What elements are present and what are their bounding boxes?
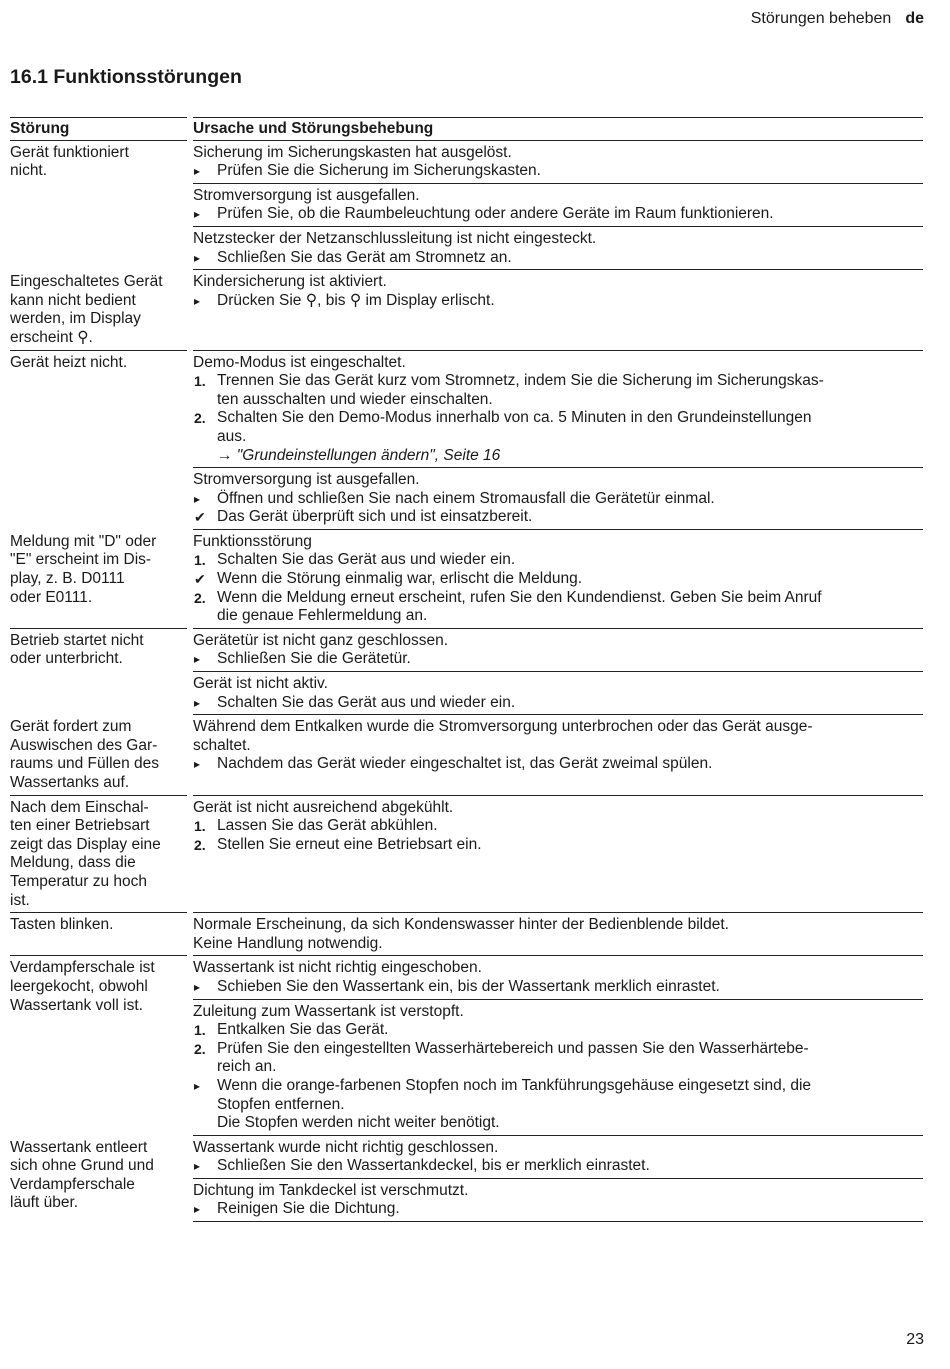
- fault-text: Meldung, dass die: [10, 854, 136, 872]
- section-title: Störungen beheben: [750, 10, 892, 27]
- troubleshooting-table: [10, 117, 923, 1222]
- fault-text: Meldung mit "D" oder: [10, 532, 157, 550]
- step-text: ten ausschalten und wieder einschalten.: [217, 390, 493, 408]
- fault-cell: [10, 530, 187, 629]
- cause-cell: [193, 1136, 923, 1179]
- fault-cell: [10, 629, 187, 715]
- step-text: Schalten Sie das Gerät aus und wieder ein.: [217, 551, 516, 569]
- step-number: 1.: [194, 552, 206, 569]
- cause-text: Gerätetür ist nicht ganz geschlossen.: [193, 631, 449, 649]
- arrow-bullet-icon: ▸: [194, 491, 201, 506]
- cause-text: Normale Erscheinung, da sich Kondenswasser hinter der Bedienblende bildet.: [193, 916, 729, 934]
- fault-text: ten einer Betriebsart: [10, 817, 150, 835]
- table-row: [10, 715, 923, 795]
- page-title: 16.1 Funktionsstörungen: [10, 66, 242, 88]
- fault-cell: [10, 141, 187, 271]
- cause-cell: [193, 351, 923, 469]
- step-text: Schalten Sie den Demo-Modus innerhalb von ca. 5 Minuten in den Grundeinstellungen: [217, 409, 812, 427]
- step-text: Schließen Sie den Wassertankdeckel, bis er merklich einrastet.: [217, 1157, 650, 1175]
- cross-reference-link[interactable]: → "Grundeinstellungen ändern", Seite 16: [217, 446, 501, 464]
- cause-text: Zuleitung zum Wassertank ist verstopft.: [193, 1002, 464, 1020]
- action-step: [193, 292, 923, 311]
- fault-text: ist.: [10, 891, 30, 909]
- fault-text: Verdampferschale: [10, 1175, 135, 1193]
- fault-text: zeigt das Display eine: [10, 835, 161, 853]
- step-number: 1.: [194, 373, 206, 390]
- fault-cell: [10, 913, 187, 956]
- fault-text: Nach dem Einschal-: [10, 798, 149, 816]
- step-text: Drücken Sie ⚲, bis ⚲ im Display erlischt.: [217, 291, 495, 309]
- fault-text: Wassertanks auf.: [10, 774, 130, 791]
- result-line: [193, 508, 923, 527]
- action-step: [193, 755, 923, 774]
- cause-text: Sicherung im Sicherungskasten hat ausgelöst.: [193, 143, 512, 161]
- fault-text: play, z. B. D0111: [10, 570, 125, 588]
- step-text: Wenn die Störung einmalig war, erlischt die Meldung.: [217, 570, 583, 588]
- action-step: [193, 1077, 923, 1133]
- numbered-step: [193, 409, 923, 446]
- step-text: Wenn die Meldung erneut erscheint, rufen Sie den Kundendienst. Geben Sie beim Anruf: [217, 588, 822, 606]
- step-text: Prüfen Sie die Sicherung im Sicherungskasten.: [217, 162, 541, 180]
- result-line: [193, 570, 923, 589]
- cause-text: Gerät ist nicht ausreichend abgekühlt.: [193, 798, 454, 816]
- cause-cell: [193, 227, 923, 270]
- cause-text: Wassertank ist nicht richtig eingeschoben.: [193, 959, 482, 977]
- step-number: 2.: [194, 589, 206, 606]
- fault-text: Wassertank voll ist.: [10, 996, 143, 1014]
- step-text: Stopfen entfernen.: [217, 1095, 345, 1113]
- cause-cell: [193, 270, 923, 350]
- step-text: Schließen Sie die Gerätetür.: [217, 650, 411, 668]
- step-text: Trennen Sie das Gerät kurz vom Stromnetz, indem Sie die Sicherung im Sicherungskas-: [217, 372, 824, 390]
- step-text: Lassen Sie das Gerät abkühlen.: [217, 817, 438, 835]
- cause-cell: [193, 530, 923, 629]
- table-row: [10, 530, 923, 629]
- cause-cell: [193, 913, 923, 956]
- numbered-step: [193, 589, 923, 626]
- arrow-bullet-icon: ▸: [194, 164, 201, 179]
- step-text: Die Stopfen werden nicht weiter benötigt.: [217, 1114, 500, 1132]
- table-row: [10, 956, 923, 999]
- arrow-bullet-icon: ▸: [194, 207, 201, 222]
- step-text: Stellen Sie erneut eine Betriebsart ein.: [217, 835, 482, 853]
- table-row: [10, 351, 923, 469]
- table-row: [10, 1136, 923, 1179]
- cause-text: Stromversorgung ist ausgefallen.: [193, 186, 420, 204]
- action-step: [193, 162, 923, 181]
- action-step: [193, 490, 923, 509]
- language-code: de: [905, 10, 924, 27]
- step-text: Schalten Sie das Gerät aus und wieder ein.: [217, 693, 516, 711]
- step-text: Wenn die orange-farbenen Stopfen noch im Tankführungsgehäuse eingesetzt sind, die: [217, 1076, 812, 1094]
- column-header-cause: Ursache und Störungsbehebung: [193, 117, 923, 141]
- fault-text: Gerät fordert zum: [10, 718, 132, 736]
- table-row: [10, 629, 923, 672]
- fault-text: Tasten blinken.: [10, 916, 114, 934]
- cause-text: Funktionsstörung: [193, 532, 312, 550]
- cause-text: Kindersicherung ist aktiviert.: [193, 273, 387, 291]
- step-number: 1.: [194, 1022, 206, 1039]
- table-row: [10, 796, 923, 914]
- cause-text: Während dem Entkalken wurde die Stromversorgung unterbrochen oder das Gerät ausge-: [193, 718, 813, 736]
- cause-text: Demo-Modus ist eingeschaltet.: [193, 353, 406, 371]
- arrow-bullet-icon: ▸: [194, 652, 201, 667]
- numbered-step: [193, 1040, 923, 1077]
- action-step: [193, 249, 923, 268]
- action-step: [193, 650, 923, 669]
- table-body: [10, 141, 923, 1222]
- running-header: [751, 10, 924, 28]
- cause-cell: [193, 672, 923, 715]
- cause-text: Wassertank wurde nicht richtig geschlossen.: [193, 1138, 499, 1156]
- column-header-fault: Störung: [10, 117, 187, 141]
- fault-text: nicht.: [10, 162, 48, 180]
- cause-cell: [193, 468, 923, 530]
- arrow-bullet-icon: ▸: [194, 1202, 201, 1217]
- table-header-row: [10, 117, 923, 141]
- check-icon: ✔: [194, 509, 206, 526]
- fault-text: werden, im Display: [10, 310, 141, 328]
- cause-cell: [193, 715, 923, 795]
- cause-text: Netzstecker der Netzanschlussleitung ist nicht eingesteckt.: [193, 229, 597, 247]
- fault-text: raums und Füllen des: [10, 755, 160, 773]
- action-step: [193, 1200, 923, 1219]
- action-step: [193, 205, 923, 224]
- cause-cell: [193, 796, 923, 914]
- arrow-bullet-icon: ▸: [194, 979, 201, 994]
- fault-text: "E" erscheint im Dis-: [10, 551, 152, 569]
- step-text: Nachdem das Gerät wieder eingeschaltet ist, das Gerät zweimal spülen.: [217, 755, 713, 773]
- cause-cell: [193, 184, 923, 227]
- arrow-bullet-icon: ▸: [194, 695, 201, 710]
- cause-cell: [193, 1179, 923, 1222]
- cause-text: schaltet.: [193, 736, 251, 754]
- action-step: [193, 1157, 923, 1176]
- cause-cell: [193, 141, 923, 184]
- fault-cell: [10, 270, 187, 350]
- fault-text: oder unterbricht.: [10, 650, 123, 668]
- fault-text: oder E0111.: [10, 588, 93, 606]
- numbered-step: [193, 817, 923, 836]
- step-text: Das Gerät überprüft sich und ist einsatzbereit.: [217, 508, 533, 526]
- arrow-bullet-icon: ▸: [194, 293, 201, 308]
- cause-text: Gerät ist nicht aktiv.: [193, 675, 328, 693]
- arrow-bullet-icon: ▸: [194, 250, 201, 265]
- step-number: 1.: [194, 818, 206, 835]
- table-row: [10, 141, 923, 184]
- step-text: Prüfen Sie den eingestellten Wasserhärtebereich und passen Sie den Wasserhärtebe-: [217, 1039, 809, 1057]
- fault-text: kann nicht bedient: [10, 291, 136, 309]
- step-text: Öffnen und schließen Sie nach einem Stromausfall die Gerätetür einmal.: [217, 489, 715, 507]
- arrow-bullet-icon: ▸: [194, 1159, 201, 1174]
- fault-cell: [10, 1136, 187, 1222]
- arrow-bullet-icon: ▸: [194, 1078, 201, 1093]
- cause-text: Dichtung im Tankdeckel ist verschmutzt.: [193, 1181, 469, 1199]
- numbered-step: [193, 1021, 923, 1040]
- fault-text: Gerät heizt nicht.: [10, 353, 128, 371]
- cause-cell: [193, 629, 923, 672]
- arrow-bullet-icon: ▸: [194, 757, 201, 772]
- step-number: 2.: [194, 410, 206, 427]
- fault-text: Verdampferschale ist: [10, 959, 155, 977]
- numbered-step: [193, 551, 923, 570]
- numbered-step: [193, 372, 923, 409]
- fault-text: erscheint ⚲.: [10, 328, 93, 346]
- fault-text: Temperatur zu hoch: [10, 872, 147, 890]
- fault-cell: [10, 351, 187, 530]
- cause-text: Stromversorgung ist ausgefallen.: [193, 471, 420, 489]
- step-text: Schieben Sie den Wassertank ein, bis der Wassertank merklich einrastet.: [217, 977, 720, 995]
- fault-text: Wassertank entleert: [10, 1138, 148, 1156]
- fault-text: sich ohne Grund und: [10, 1157, 154, 1175]
- fault-cell: [10, 956, 187, 1135]
- check-icon: ✔: [194, 571, 206, 588]
- step-text: Entkalken Sie das Gerät.: [217, 1021, 389, 1039]
- step-number: 2.: [194, 836, 206, 853]
- step-text: Prüfen Sie, ob die Raumbeleuchtung oder andere Geräte im Raum funktionieren.: [217, 205, 774, 223]
- numbered-step: [193, 836, 923, 855]
- step-number: 2.: [194, 1040, 206, 1057]
- fault-text: läuft über.: [10, 1194, 79, 1212]
- step-text: reich an.: [217, 1058, 277, 1076]
- fault-text: Gerät funktioniert: [10, 143, 129, 161]
- step-text: die genaue Fehlermeldung an.: [217, 607, 428, 625]
- fault-text: Eingeschaltetes Gerät: [10, 273, 163, 291]
- table-row: [10, 270, 923, 350]
- cause-cell: [193, 1000, 923, 1136]
- step-text: Schließen Sie das Gerät am Stromnetz an.: [217, 248, 512, 266]
- action-step: [193, 978, 923, 997]
- fault-text: Betrieb startet nicht: [10, 631, 144, 649]
- fault-text: Auswischen des Gar-: [10, 736, 158, 754]
- page-number: 23: [906, 1331, 924, 1348]
- cause-cell: [193, 956, 923, 999]
- fault-text: leergekocht, obwohl: [10, 977, 148, 995]
- action-step: [193, 694, 923, 713]
- step-text: aus.: [217, 427, 247, 445]
- table-row: [10, 913, 923, 956]
- step-text: Reinigen Sie die Dichtung.: [217, 1200, 400, 1218]
- cause-text: Keine Handlung notwendig.: [193, 934, 383, 952]
- fault-cell: [10, 796, 187, 914]
- fault-cell: [10, 715, 187, 795]
